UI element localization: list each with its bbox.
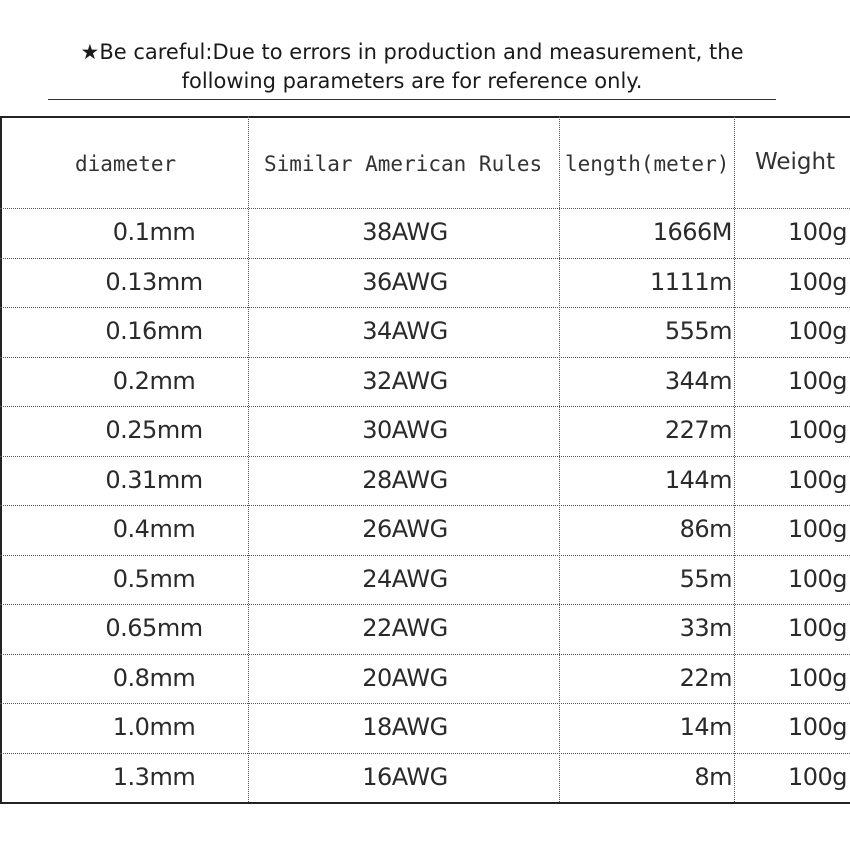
length-cell: 86m bbox=[679, 515, 732, 543]
diameter-cell: 0.25mm bbox=[105, 416, 203, 444]
table-row bbox=[0, 456, 850, 505]
length-cell: 344m bbox=[664, 366, 732, 395]
notice-line-2: following parameters are for reference only. bbox=[181, 69, 643, 93]
length-cell: 227m bbox=[664, 416, 732, 444]
awg-cell: 30AWG bbox=[362, 416, 448, 444]
table-row bbox=[0, 406, 850, 455]
table-row bbox=[0, 307, 850, 356]
length-cell: 144m bbox=[664, 465, 732, 494]
awg-cell: 20AWG bbox=[362, 663, 448, 692]
diameter-cell: 0.65mm bbox=[105, 614, 203, 642]
diameter-cell: 0.8mm bbox=[112, 663, 196, 692]
length-cell: 33m bbox=[679, 614, 732, 642]
awg-cell: 32AWG bbox=[362, 366, 448, 395]
table-header-row bbox=[0, 116, 850, 208]
weight-cell: 100g bbox=[787, 713, 847, 741]
awg-cell: 24AWG bbox=[362, 564, 448, 593]
header-length: length(meter) bbox=[565, 152, 730, 176]
weight-cell: 100g bbox=[787, 762, 847, 791]
notice-underline bbox=[48, 99, 776, 100]
table-border-bottom bbox=[0, 802, 850, 804]
awg-cell: 16AWG bbox=[362, 762, 448, 791]
length-cell: 14m bbox=[679, 713, 732, 741]
weight-cell: 100g bbox=[787, 416, 847, 444]
table-row bbox=[0, 505, 850, 554]
table-row bbox=[0, 753, 850, 802]
diameter-cell: 1.3mm bbox=[112, 762, 196, 791]
diameter-cell: 0.2mm bbox=[112, 366, 196, 395]
awg-cell: 22AWG bbox=[362, 614, 448, 642]
awg-cell: 26AWG bbox=[362, 515, 448, 543]
table-row bbox=[0, 258, 850, 307]
diameter-cell: 0.5mm bbox=[112, 564, 196, 593]
awg-cell: 34AWG bbox=[362, 317, 448, 345]
header-weight: Weight bbox=[755, 149, 836, 175]
length-cell: 1111m bbox=[650, 267, 732, 296]
table-row bbox=[0, 703, 850, 752]
weight-cell: 100g bbox=[787, 218, 847, 246]
awg-cell: 18AWG bbox=[362, 713, 448, 741]
weight-cell: 100g bbox=[787, 267, 847, 296]
header-diameter: diameter bbox=[75, 152, 177, 176]
weight-cell: 100g bbox=[787, 317, 847, 345]
diameter-cell: 1.0mm bbox=[112, 713, 196, 741]
table-row bbox=[0, 208, 850, 257]
length-cell: 8m bbox=[694, 762, 732, 791]
diameter-cell: 0.1mm bbox=[112, 218, 196, 246]
weight-cell: 100g bbox=[787, 515, 847, 543]
table-row bbox=[0, 654, 850, 703]
wire-spec-table bbox=[0, 116, 850, 804]
length-cell: 55m bbox=[679, 564, 732, 593]
length-cell: 1666M bbox=[652, 218, 732, 246]
weight-cell: 100g bbox=[787, 614, 847, 642]
awg-cell: 38AWG bbox=[362, 218, 448, 246]
length-cell: 22m bbox=[679, 663, 732, 692]
table-row bbox=[0, 555, 850, 604]
diameter-cell: 0.31mm bbox=[105, 465, 203, 494]
reference-notice bbox=[48, 38, 776, 96]
notice-line-1: ★Be careful:Due to errors in production and measurement, the bbox=[80, 40, 744, 64]
table-row bbox=[0, 604, 850, 653]
awg-cell: 36AWG bbox=[362, 267, 448, 296]
length-cell: 555m bbox=[664, 317, 732, 345]
weight-cell: 100g bbox=[787, 564, 847, 593]
awg-cell: 28AWG bbox=[362, 465, 448, 494]
diameter-cell: 0.13mm bbox=[105, 267, 203, 296]
weight-cell: 100g bbox=[787, 663, 847, 692]
table-row bbox=[0, 357, 850, 406]
weight-cell: 100g bbox=[787, 366, 847, 395]
diameter-cell: 0.16mm bbox=[105, 317, 203, 345]
diameter-cell: 0.4mm bbox=[112, 515, 196, 543]
weight-cell: 100g bbox=[787, 465, 847, 494]
header-awg: Similar American Rules bbox=[264, 152, 543, 176]
